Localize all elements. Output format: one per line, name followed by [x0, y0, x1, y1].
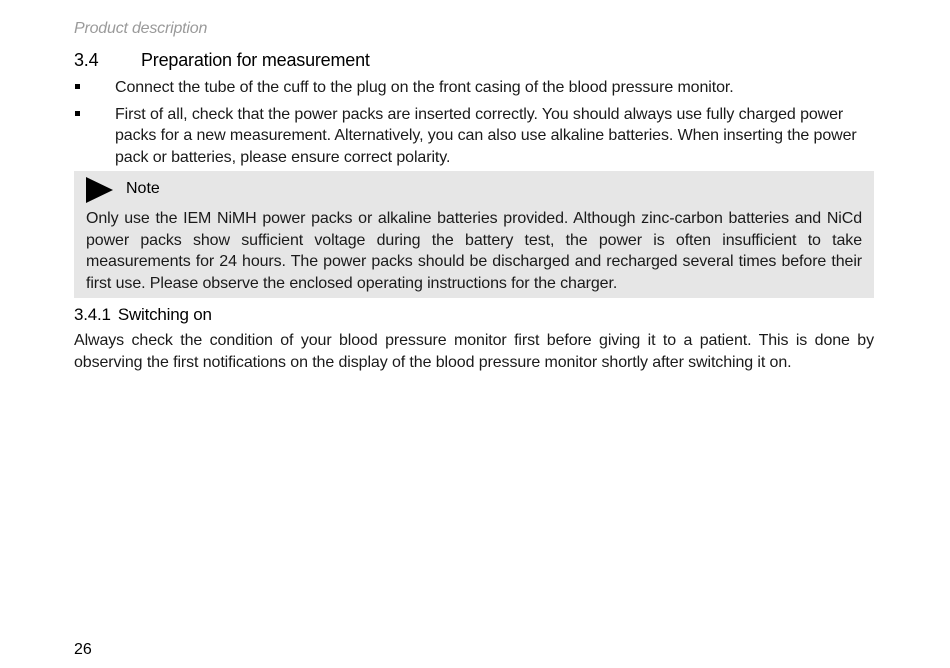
note-title: Note — [126, 180, 160, 197]
running-header: Product description — [74, 20, 208, 37]
subsection-number: 3.4.1 — [74, 305, 111, 324]
list-item — [74, 77, 874, 99]
play-arrow-icon — [86, 177, 113, 203]
subsection-title: Switching on — [117, 305, 212, 324]
bullet-text: First of all, check that the power packs are inserted correctly. You should always use fully charged power packs for a new measurement. Alternatively, you can also use alkaline batteries. When inserting the power pack or batteries, please ensure correct polarity. — [115, 105, 857, 166]
square-bullet-icon — [75, 84, 80, 89]
note-box — [74, 171, 874, 298]
bullet-list — [74, 77, 874, 173]
bullet-text: Connect the tube of the cuff to the plug on the front casing of the blood pressure monitor. — [115, 79, 734, 96]
subsection-heading — [74, 305, 212, 325]
subsection-paragraph: Always check the condition of your blood pressure monitor first before giving it to a patient. This is done by observing the first notifications on the display of the blood pressure monitor shortly after switching it on. — [74, 332, 874, 371]
note-text: Only use the IEM NiMH power packs or alkaline batteries provided. Although zinc-carbon batteries and NiCd power packs show sufficient voltage during the battery test, the power is often insufficient to take measurements for 24 hours. The power packs should be discharged and recharged several times before their first use. Please observe the enclosed operating instructions for the charger. — [86, 210, 862, 292]
section-number: 3.4 — [74, 50, 99, 70]
list-item — [74, 104, 874, 169]
section-heading — [74, 50, 370, 71]
section-title: Preparation for measurement — [141, 50, 370, 70]
page-number: 26 — [74, 641, 92, 658]
square-bullet-icon — [75, 111, 80, 116]
